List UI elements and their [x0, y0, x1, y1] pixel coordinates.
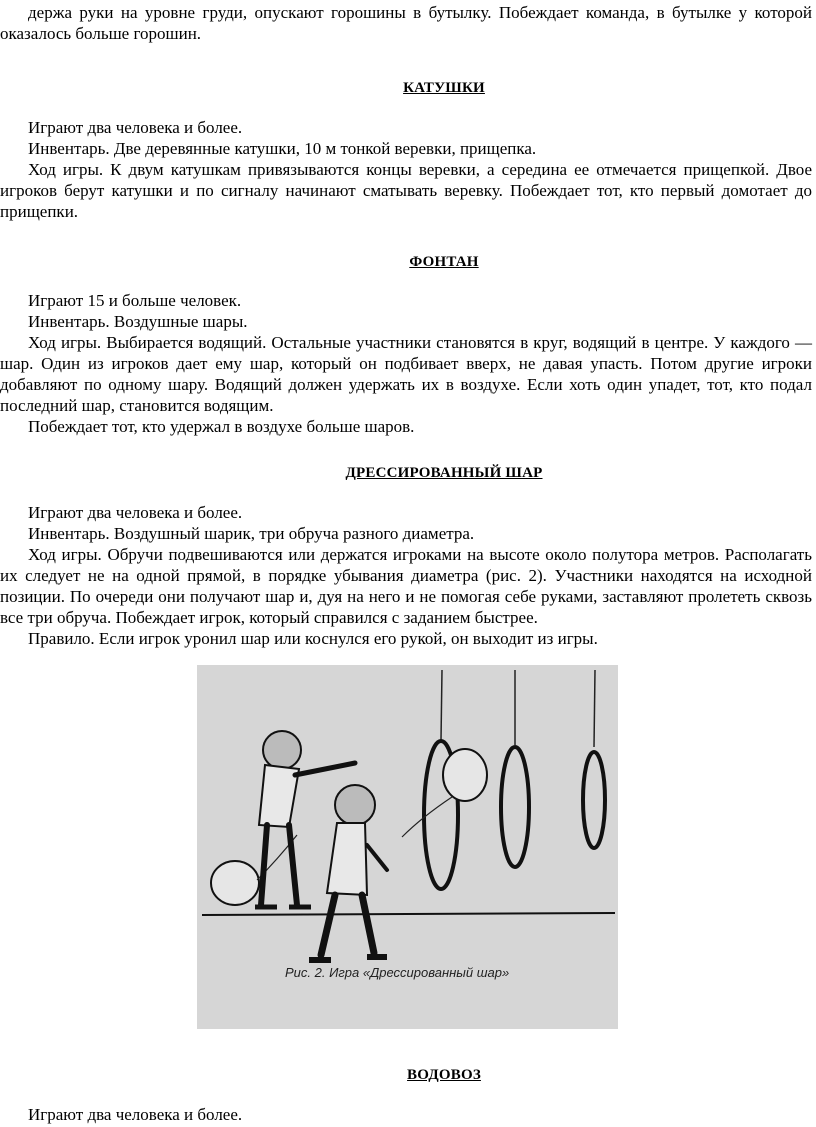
fontan-equipment: Инвентарь. Воздушные шары.: [28, 312, 248, 331]
fontan-players: Играют 15 и больше человек.: [28, 291, 242, 310]
katushki-rules: Ход игры. К двум катушкам привязываются концы веревки, а середина ее отмечается прищепкой. Двое игроков берут катушки и по сигналу начинают сматывать веревку. Побеждает тот, кто первый домотает до прищепки.: [0, 160, 812, 221]
heading-fontan: ФОНТАН: [409, 254, 479, 270]
fontan-section: [0, 290, 812, 437]
fontan-rules: Ход игры. Выбирается водящий. Остальные участники становятся в круг, водящий в центре. У каждого — шар. Один из игроков дает ему шар, который он подбивает вверх, не давая упасть. Потом другие игроки добавляют по одному шару. Водящий должен удержать их в воздухе. Если хоть один упадет, тот, кто подал последний шар, становится водящим.: [0, 333, 812, 415]
heading-shar: ДРЕССИРОВАННЫЙ ШАР: [345, 465, 543, 481]
figure-caption: Рис. 2. Игра «Дрессированный шар»: [285, 965, 510, 980]
figure-game-illustration: [197, 665, 618, 1029]
heading-vodovoz: ВОДОВОЗ: [407, 1067, 481, 1083]
shar-players: Играют два человека и более.: [28, 503, 243, 522]
katushki-players: Играют два человека и более.: [28, 118, 243, 137]
intro-paragraph: держа руки на уровне груди, опускают горошины в бутылку. Побеждает команда, в бутылке у которой оказалось больше горошин.: [0, 3, 812, 43]
fontan-winner: Побеждает тот, кто удержал в воздухе больше шаров.: [28, 417, 415, 436]
vodovoz-section: [0, 1104, 812, 1125]
vodovoz-players: Играют два человека и более.: [28, 1105, 243, 1124]
katushki-equipment: Инвентарь. Две деревянные катушки, 10 м тонкой веревки, прищепка.: [28, 139, 537, 158]
shar-penalty: Правило. Если игрок уронил шар или коснулся его рукой, он выходит из игры.: [28, 629, 598, 648]
shar-rules: Ход игры. Обручи подвешиваются или держатся игроками на высоте около полутора метров. Располагать их следует не на одной прямой, в порядке убывания диаметра (рис. 2). Участники находятся на исходной позиции. По очереди они получают шар и, дуя на него и не помогая себе руками, заставляют пролететь сквозь все три обруча. Побеждает игрок, который справился с заданием быстрее.: [0, 545, 812, 627]
shar-equipment: Инвентарь. Воздушный шарик, три обруча разного диаметра.: [28, 524, 475, 543]
katushki-section: [0, 117, 812, 222]
heading-katushki: КАТУШКИ: [403, 80, 485, 96]
shar-section: [0, 502, 812, 649]
intro-section: [0, 2, 812, 44]
